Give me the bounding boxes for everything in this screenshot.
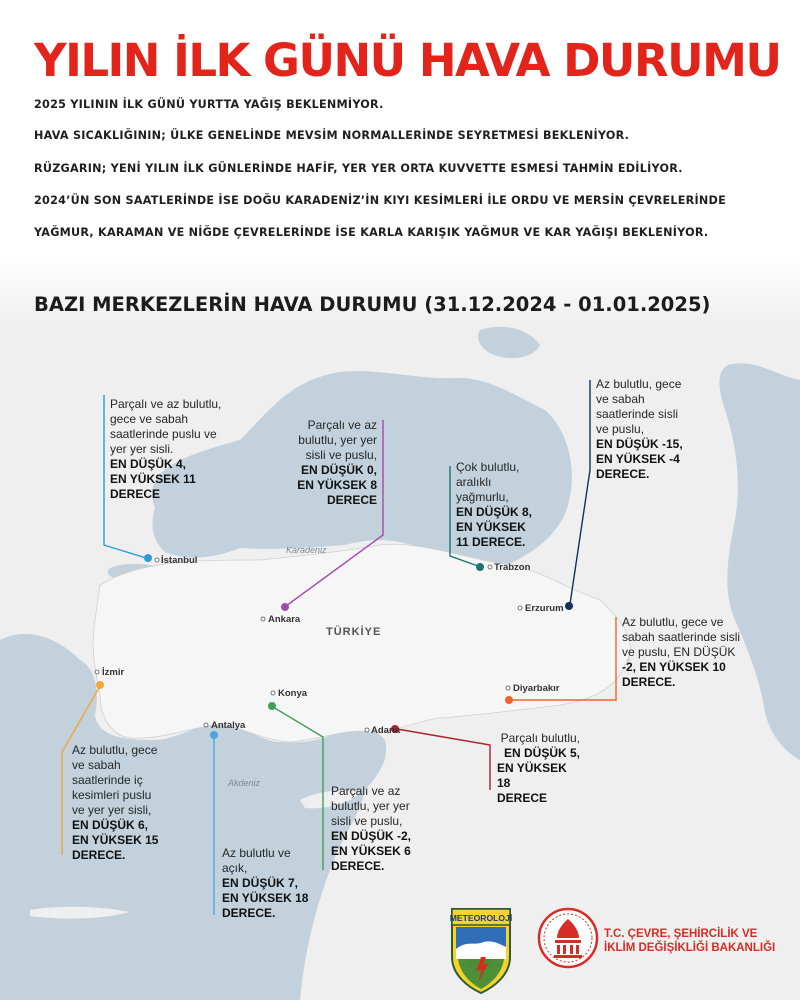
callout-text: kesimleri puslu <box>72 788 152 802</box>
callout-istanbul <box>110 397 260 502</box>
callout-temp: EN DÜŞÜK 6, <box>72 818 149 832</box>
callout-text: Parçalı ve az bulutlu, <box>110 397 222 411</box>
callout-text: gece ve sabah <box>110 412 189 426</box>
callout-text: Çok bulutlu, <box>456 460 520 474</box>
city-label-erzurum: Erzurum <box>525 603 564 614</box>
callout-text: bulutlu, yer yer <box>331 799 410 813</box>
ministry-name <box>604 927 775 955</box>
callout-temp: DERECE. <box>331 859 385 873</box>
callout-text: Parçalı ve az <box>331 784 401 798</box>
city-label-ankara: Ankara <box>268 614 301 625</box>
intro-line: RÜZGARIN; YENİ YILIN İLK GÜNLERİNDE HAFİF, YER YER ORTA KUVVETTE ESMESİ TAHMİN EDİLİYOR. <box>34 162 683 175</box>
marker-erzurum <box>565 602 573 610</box>
callout-temp: EN YÜKSEK <box>456 520 526 534</box>
callout-text: açık, <box>222 861 248 875</box>
mediterranean-label: Akdeniz <box>228 778 261 788</box>
callout-temp: EN YÜKSEK 18 <box>497 761 567 790</box>
callout-text: yağmurlu, <box>456 490 509 504</box>
city-dot <box>155 558 159 562</box>
callout-temp: DERECE. <box>72 848 126 862</box>
callout-temp: DERECE. <box>622 675 676 689</box>
callout-temp: EN DÜŞÜK 8, <box>456 505 533 519</box>
callout-temp: DERECE <box>326 493 377 507</box>
headline: YILIN İLK GÜNÜ HAVA DURUMU <box>34 34 781 87</box>
ministry-name-line: İKLİM DEĞİŞİKLİĞİ BAKANLIĞI <box>604 942 776 954</box>
callout-izmir <box>72 743 182 863</box>
city-label-izmir: İzmir <box>102 667 125 678</box>
callout-temp: EN DÜŞÜK 0, <box>300 463 377 477</box>
callout-text: sisli ve puslu, <box>305 448 377 462</box>
callout-adana <box>470 731 580 806</box>
callout-trabzon <box>456 460 556 550</box>
city-dot <box>488 565 492 569</box>
callout-temp: EN YÜKSEK 6 <box>331 844 411 858</box>
callout-text: Parçalı ve az <box>307 418 377 432</box>
city-dot <box>204 723 208 727</box>
marker-izmir <box>96 681 104 689</box>
callout-konya <box>331 784 441 874</box>
meteoroloji-logo-text: METEOROLOJİ <box>449 913 513 923</box>
marker-antalya <box>210 731 218 739</box>
callout-ankara <box>262 418 377 508</box>
callout-temp: EN DÜŞÜK 4, <box>110 457 187 471</box>
callout-text: Az bulutlu, gece <box>596 377 682 391</box>
callout-text: Az bulutlu, gece ve <box>622 615 724 629</box>
city-dot <box>95 670 99 674</box>
callout-temp: EN DÜŞÜK 5, <box>503 746 580 760</box>
ministry-logo <box>537 907 599 969</box>
city-dot <box>261 617 265 621</box>
callout-text: ve puslu, <box>596 422 645 436</box>
marker-istanbul <box>144 554 152 562</box>
callout-antalya <box>222 846 332 921</box>
marker-trabzon <box>476 563 484 571</box>
callout-diyarbakir <box>622 615 794 690</box>
callout-temp: EN YÜKSEK 11 <box>110 472 196 486</box>
intro-line: 2024’ÜN SON SAATLERİNDE İSE DOĞU KARADENİZ’İN KIYI KESİMLERİ İLE ORDU VE MERSİN ÇEVRELERİNDE <box>34 194 726 207</box>
section-title: BAZI MERKEZLERİN HAVA DURUMU (31.12.2024 - 01.01.2025) <box>34 293 711 316</box>
callout-text: ve yer yer sisli, <box>72 803 152 817</box>
city-label-adana: Adana <box>371 725 401 736</box>
marker-diyarbakir <box>505 696 513 704</box>
city-dot <box>271 691 275 695</box>
callout-text: ve sabah <box>596 392 645 406</box>
city-label-istanbul: İstanbul <box>161 555 198 566</box>
callout-temp: EN YÜKSEK -4 <box>596 452 680 466</box>
callout-temp: DERECE. <box>222 906 276 920</box>
city-label-diyarbakir: Diyarbakır <box>513 683 560 694</box>
callout-temp: EN YÜKSEK 15 <box>72 833 159 847</box>
meteoroloji-logo <box>448 905 514 995</box>
marker-konya <box>268 702 276 710</box>
country-label: TÜRKİYE <box>326 626 382 638</box>
callout-temp: DERECE <box>110 487 161 501</box>
intro-line: 2025 YILININ İLK GÜNÜ YURTTA YAĞIŞ BEKLENMİYOR. <box>34 98 384 111</box>
callout-temp: DERECE. <box>596 467 650 481</box>
city-dot <box>365 728 369 732</box>
callout-temp: 11 DERECE. <box>456 535 526 549</box>
intro-line: HAVA SICAKLIĞININ; ÜLKE GENELİNDE MEVSİM NORMALLERİNDE SEYRETMESİ BEKLENİYOR. <box>34 129 630 142</box>
city-label-konya: Konya <box>278 688 308 699</box>
callout-text: yer yer sisli. <box>110 442 174 456</box>
callout-text: sisli ve puslu, <box>331 814 403 828</box>
callout-text: Az bulutlu ve <box>222 846 291 860</box>
callout-text: sabah saatlerinde sisli <box>622 630 741 644</box>
ministry-name-line: T.C. ÇEVRE, ŞEHİRCİLİK VE <box>604 928 758 940</box>
callout-erzurum <box>596 377 706 482</box>
callout-text: Parçalı bulutlu, <box>500 731 580 745</box>
callout-text: saatlerinde iç <box>72 773 143 787</box>
city-label-trabzon: Trabzon <box>494 562 531 573</box>
callout-temp: EN YÜKSEK 18 <box>222 891 309 905</box>
callout-temp: -2, EN YÜKSEK 10 <box>622 660 726 674</box>
city-dot <box>518 606 522 610</box>
callout-temp: DERECE <box>497 791 548 805</box>
callout-text: saatlerinde sisli <box>596 407 679 421</box>
marker-ankara <box>281 603 289 611</box>
callout-temp: EN DÜŞÜK -2, <box>331 829 412 843</box>
intro-line: YAĞMUR, KARAMAN VE NİĞDE ÇEVRELERİNDE İSE KARLA KARIŞIK YAĞMUR VE KAR YAĞIŞI BEKLENİYOR. <box>34 226 709 239</box>
city-label-antalya: Antalya <box>211 720 246 731</box>
callout-text: ve puslu, EN DÜŞÜK <box>622 645 736 659</box>
callout-text: saatlerinde puslu ve <box>110 427 217 441</box>
callout-temp: EN YÜKSEK 8 <box>297 478 377 492</box>
callout-text: Az bulutlu, gece <box>72 743 158 757</box>
black-sea-label: Karadeniz <box>286 545 327 555</box>
callout-text: bulutlu, yer yer <box>298 433 377 447</box>
callout-temp: EN DÜŞÜK -15, <box>596 437 683 451</box>
callout-text: ve sabah <box>72 758 121 772</box>
city-dot <box>506 686 510 690</box>
callout-temp: EN DÜŞÜK 7, <box>222 876 299 890</box>
callout-text: aralıklı <box>456 475 492 489</box>
